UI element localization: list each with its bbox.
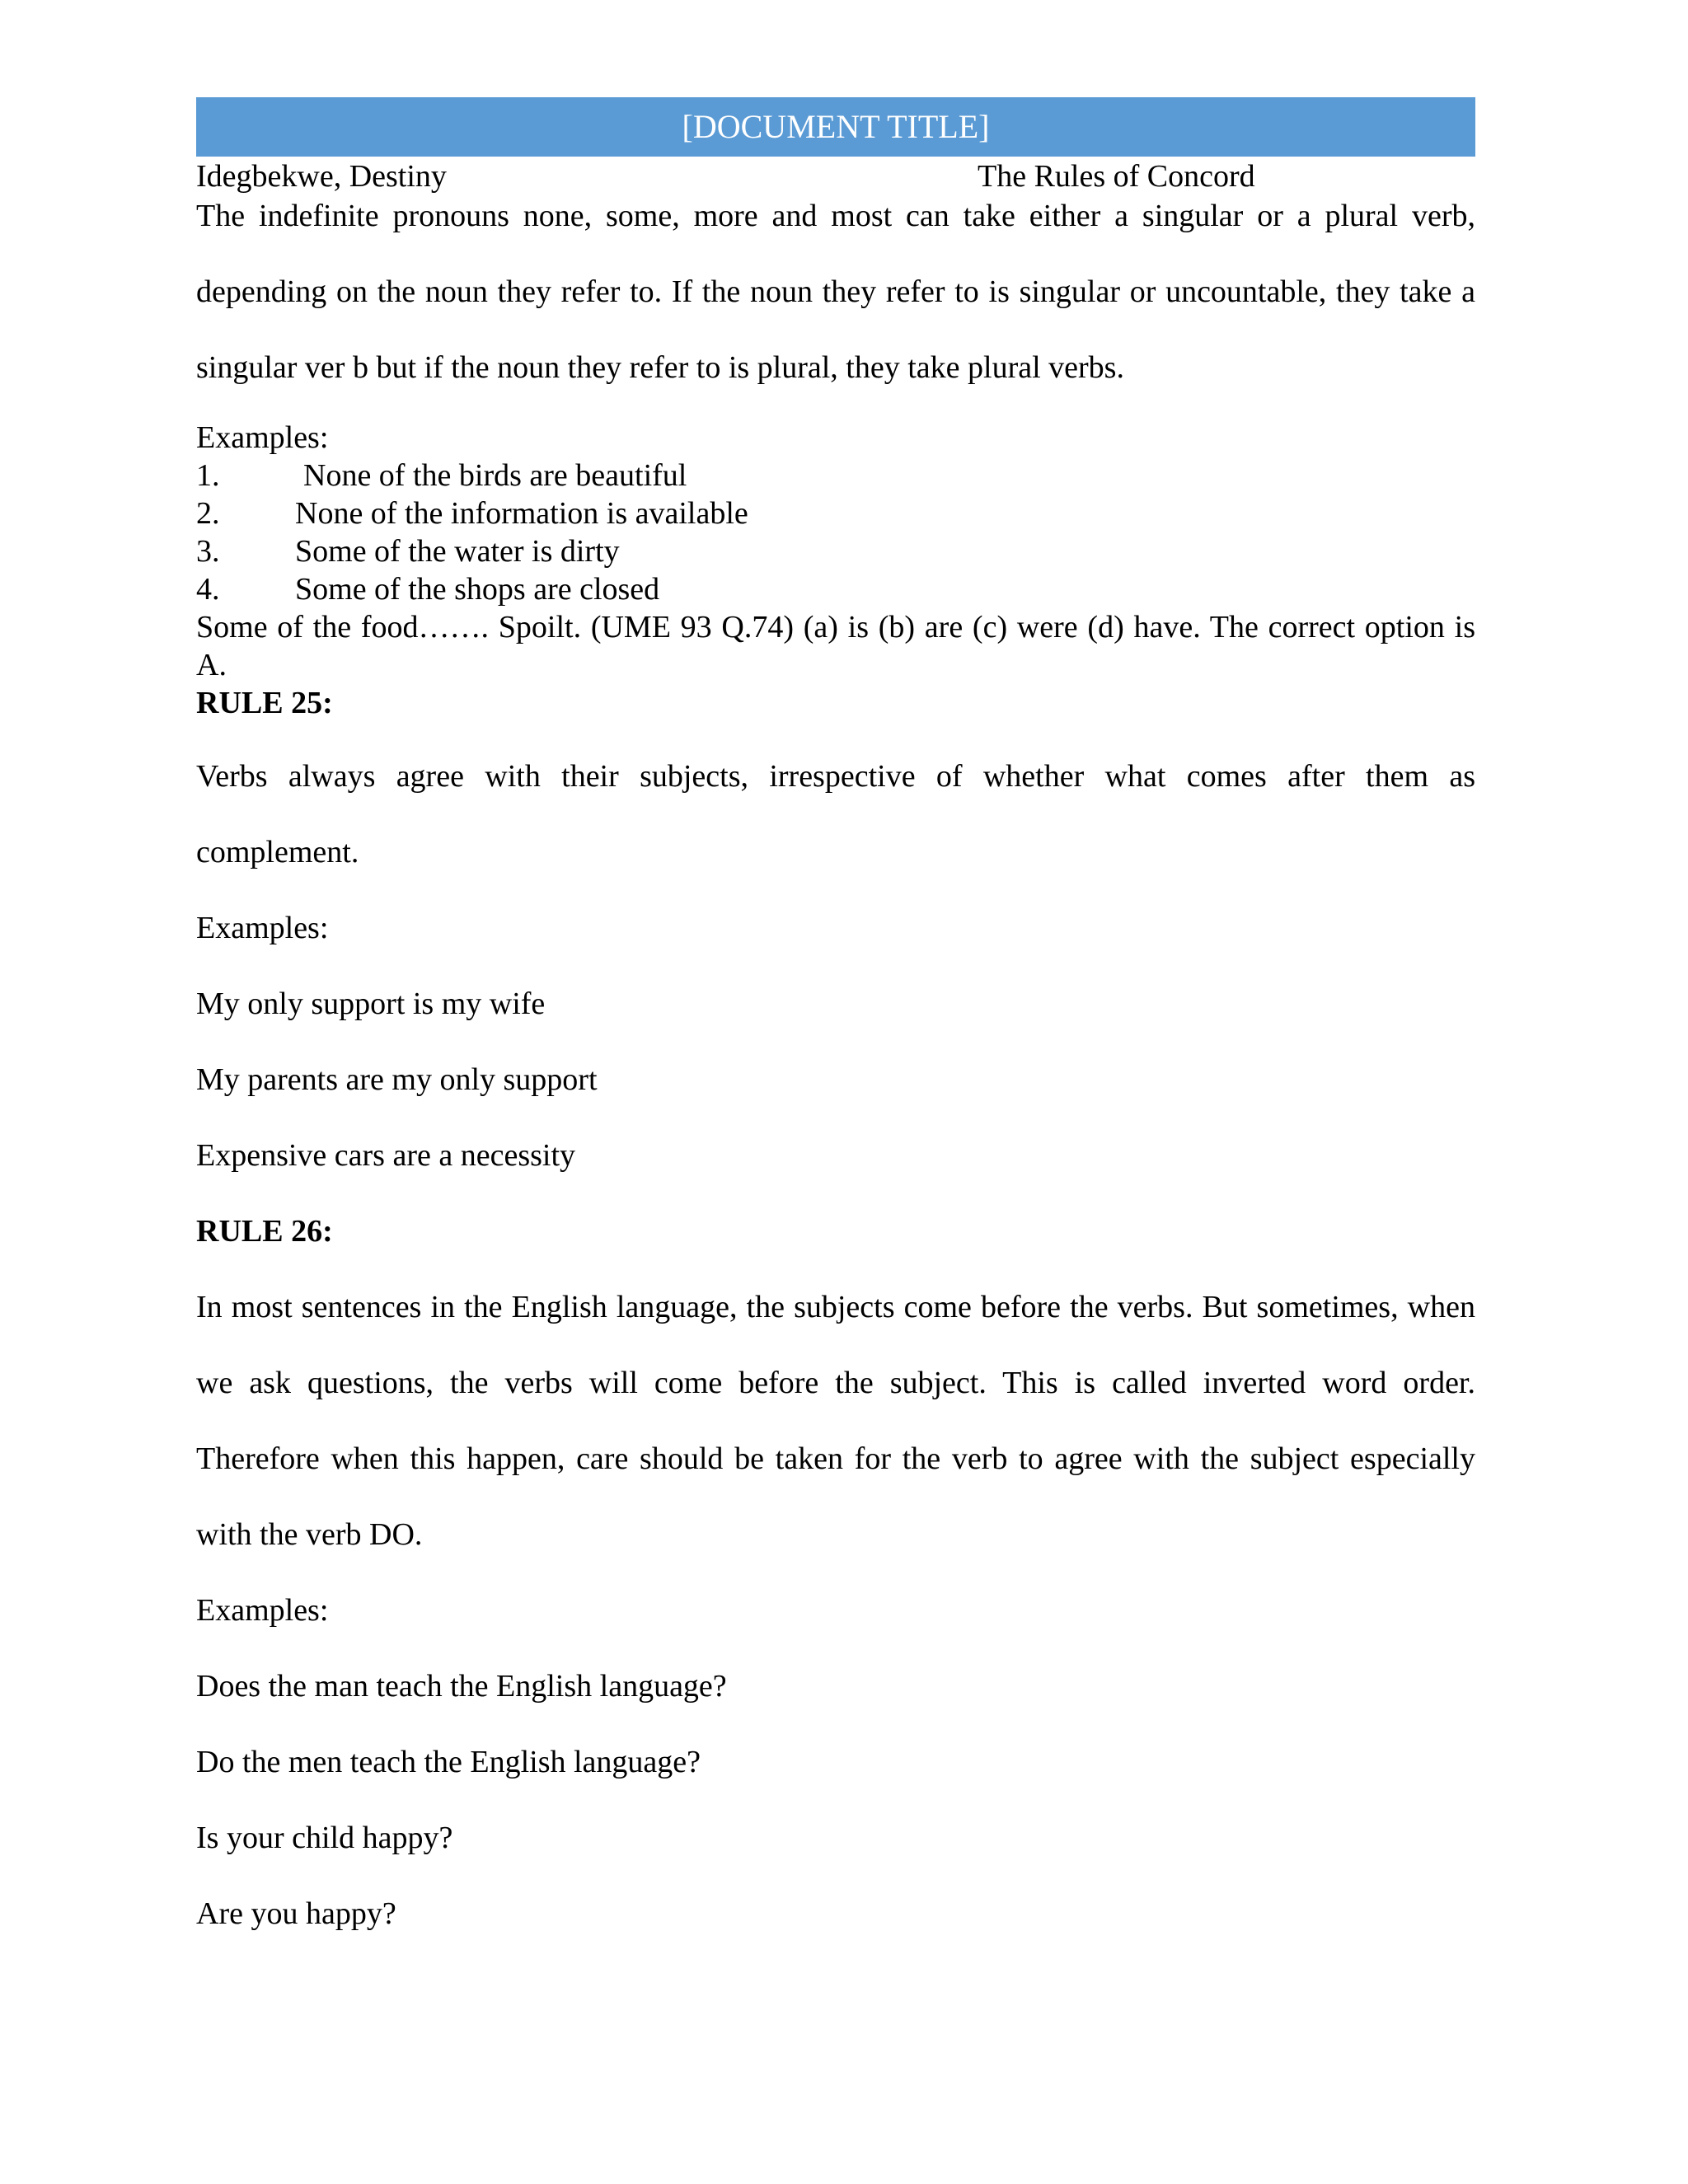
rule-25-paragraph: Verbs always agree with their subjects, irrespective of whether what comes after them as complement. xyxy=(196,759,1475,869)
example-sentence: Does the man teach the English language? xyxy=(196,1669,727,1704)
list-text: Some of the water is dirty xyxy=(295,534,620,569)
example-sentence: Expensive cars are a necessity xyxy=(196,1138,576,1173)
rule-26-heading: RULE 26: xyxy=(196,1214,333,1249)
examples-label: Examples: xyxy=(196,420,329,455)
author-name: Idegbekwe, Destiny xyxy=(196,159,447,194)
example-sentence: Are you happy? xyxy=(196,1896,396,1931)
list-item xyxy=(196,457,1475,494)
rule-25-heading: RULE 25: xyxy=(196,686,333,720)
document-title-bar xyxy=(196,97,1475,157)
rule-26-paragraph: In most sentences in the English language, the subjects come before the verbs. But sometimes, when we ask questions, the verbs will come before the subject. This is called inverted word order. Therefore when this happen, care should be taken for the verb to agree with the subject especially with the verb DO. xyxy=(196,1290,1475,1552)
intro-paragraph: The indefinite pronouns none, some, more and most can take either a singular or a plural verb, depending on the noun they refer to. If the noun they refer to is singular or uncountable, they take a singular ver b but if the noun they refer to is plural, they take plural verbs. xyxy=(196,199,1475,385)
list-number: 2. xyxy=(196,496,220,531)
list-number: 1. xyxy=(196,458,220,493)
example-sentence: My only support is my wife xyxy=(196,987,546,1021)
example-sentence: Is your child happy? xyxy=(196,1821,453,1855)
list-item xyxy=(196,570,1475,608)
numbered-examples-list xyxy=(196,457,1475,608)
list-item xyxy=(196,494,1475,532)
example-sentence: My parents are my only support xyxy=(196,1062,598,1097)
example-sentence: Do the men teach the English language? xyxy=(196,1745,701,1779)
running-header xyxy=(196,157,1475,196)
list-text: None of the information is available xyxy=(295,496,748,531)
page-content xyxy=(196,97,1475,1952)
rule-26-examples-label: Examples: xyxy=(196,1593,329,1628)
list-item xyxy=(196,532,1475,570)
exam-question: Some of the food……. Spoilt. (UME 93 Q.74) (a) is (b) are (c) were (d) have. The correct option is A. xyxy=(196,610,1475,682)
list-text: Some of the shops are closed xyxy=(295,572,660,607)
list-number: 4. xyxy=(196,572,220,607)
document-name: The Rules of Concord xyxy=(978,159,1255,194)
rule-25-examples-label: Examples: xyxy=(196,911,329,945)
list-number: 3. xyxy=(196,534,220,569)
document-title: [DOCUMENT TITLE] xyxy=(682,108,990,145)
list-text: None of the birds are beautiful xyxy=(303,458,687,493)
